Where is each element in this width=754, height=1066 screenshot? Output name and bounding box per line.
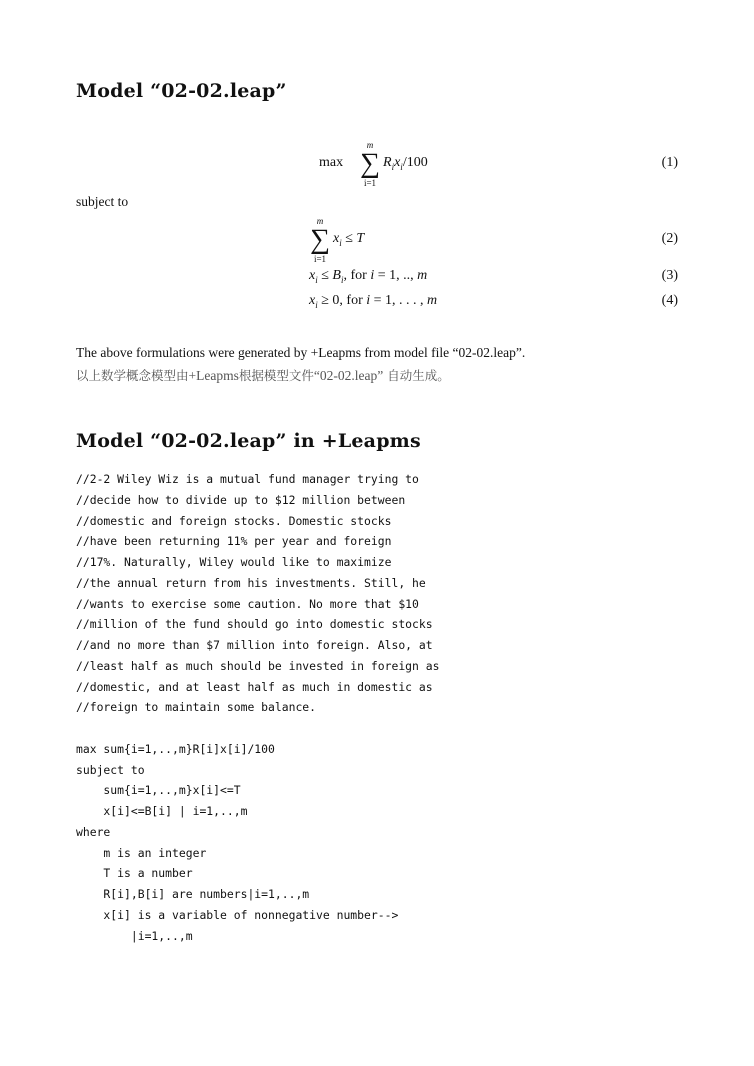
constraint-expression: $x_i \le T$ [333,231,365,248]
generated-note-chinese: 以上数学概念模型由+Leapms根据模型文件“02-02.leap” 自动生成。 [76,368,450,383]
summation-symbol [309,216,331,264]
code-line: T is a number [76,866,193,881]
code-line: //domestic and foreign stocks. Domestic stocks [76,513,392,528]
code-line: //have been returning 11% per year and foreign [76,534,392,549]
sum-upper-limit: m [366,140,374,150]
equation-number-3: (3) [661,268,678,283]
equation-number-4: (4) [661,293,678,308]
summation-symbol [359,140,381,188]
code-line: m is an integer [76,845,207,860]
code-line: subject to [76,762,145,777]
max-keyword: max [319,155,344,170]
objective-expression: $R_ix_i/100$ [383,155,428,172]
section-title-leapms: Model “02-02.leap” in +Leapms [76,430,421,452]
equation-number-2: (2) [661,231,678,246]
sum-lower-limit: i=1 [313,254,327,264]
code-line: //domestic, and at least half as much in domestic as [76,679,433,694]
code-listing [76,469,439,946]
code-line: |i=1,..,m [76,928,193,943]
code-line: where [76,824,111,839]
code-line: //least half as much should be invested in foreign as [76,658,440,673]
subject-to-label: subject to [76,194,129,209]
code-line: //the annual return from his investments. Still, he [76,575,426,590]
code-line: //decide how to divide up to $12 million between [76,492,406,507]
constraint-expression: $x_i \le B_i$, for i = 1, .., m [309,268,428,285]
code-line: //million of the fund should go into domestic stocks [76,617,433,632]
sigma-icon: ∑ [360,148,380,179]
code-line [76,718,439,739]
code-line: sum{i=1,..,m}x[i]<=T [76,783,241,798]
equation-number-1: (1) [661,155,678,170]
code-line: max sum{i=1,..,m}R[i]x[i]/100 [76,741,275,756]
code-line: //foreign to maintain some balance. [76,700,317,715]
code-line: //wants to exercise some caution. No more that $10 [76,596,419,611]
code-line: //17%. Naturally, Wiley would like to maximize [76,555,392,569]
sigma-icon: ∑ [310,224,330,255]
sum-upper-limit: m [316,216,324,226]
sum-lower-limit: i=1 [363,178,377,188]
section-title-model: Model “02-02.leap” [76,80,287,102]
code-line: //and no more than $7 million into foreign. Also, at [76,638,433,652]
generated-note-english: The above formulations were generated by +Leapms from model file “02-02.leap”. [76,345,526,360]
code-line: R[i],B[i] are numbers|i=1,..,m [76,887,310,901]
constraint-expression: $x_i \ge 0$, for i = 1, . . . , m [309,293,438,310]
code-line: x[i] is a variable of nonnegative number--> [76,907,399,922]
code-line: //2-2 Wiley Wiz is a mutual fund manager trying to [76,472,419,486]
code-line: x[i]<=B[i] | i=1,..,m [76,804,248,818]
